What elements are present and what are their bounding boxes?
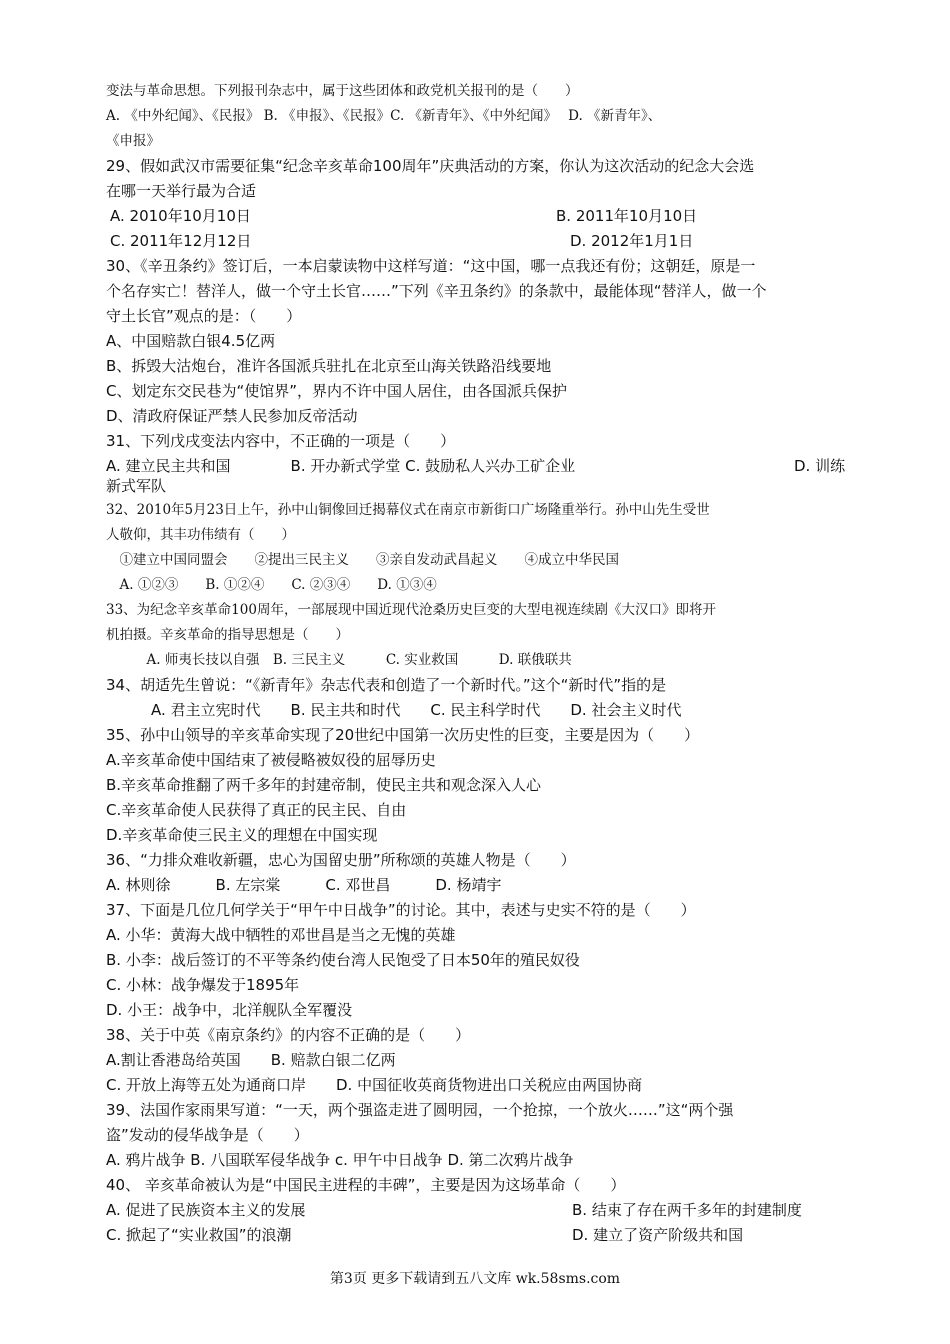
option-c: C. 2011年12月12日 [110, 232, 252, 250]
options-line: A. 师夷长技以自强 B. 三民主义 C. 实业救国 D. 联俄联共 [106, 652, 572, 668]
option-d: D. 2012年1月1日 [570, 232, 694, 250]
question-30: 30、《辛丑条约》签订后，一本启蒙读物中这样写道：“这中国，哪一点我还有份；这朝廷，原是一 [106, 257, 756, 275]
options-line: A. 建立民主共和国 B. 开办新式学堂 C. 鼓励私人兴办工矿企业 [106, 457, 576, 475]
question-39: 39、法国作家雨果写道：“一天，两个强盗走进了圆明园，一个抢掠，一个放火……”这“两个强 [106, 1101, 734, 1119]
option-b: B. 小李：战后签订的不平等条约使台湾人民饱受了日本50年的殖民奴役 [106, 951, 580, 969]
options-line: C. 开放上海等五处为通商口岸 D. 中国征收英商货物进出口关税应由两国协商 [106, 1076, 643, 1094]
question-37: 37、下面是几位几何学关于“甲午中日战争”的讨论。其中，表述与史实不符的是（ ） [106, 901, 696, 919]
option-d: D.辛亥革命使三民主义的理想在中国实现 [106, 826, 378, 844]
text-line: 新式军队 [106, 477, 167, 495]
options-line: A. 林则徐 B. 左宗棠 C. 邓世昌 D. 杨靖宇 [106, 876, 502, 894]
option-d: D. 训练 [794, 457, 846, 475]
text-line: 机拍摄。辛亥革命的指导思想是（ ） [106, 627, 349, 643]
options-line: A.割让香港岛给英国 B. 赔款白银二亿两 [106, 1051, 396, 1069]
option-d: D. 小王：战争中，北洋舰队全军覆没 [106, 1001, 353, 1019]
option-a: A.辛亥革命使中国结束了被侵略被奴役的屈辱历史 [106, 751, 436, 769]
question-40: 40、 辛亥革命被认为是“中国民主进程的丰碑”，主要是因为这场革命（ ） [106, 1176, 626, 1194]
question-33: 33、为纪念辛亥革命100周年，一部展现中国近现代沧桑历史巨变的大型电视连续剧《大汉口》即将开 [106, 602, 716, 618]
text-line: 《申报》 [106, 133, 160, 149]
question-34: 34、胡适先生曾说：“《新青年》杂志代表和创造了一个新时代。”这个“新时代”指的是 [106, 676, 667, 694]
question-29: 29、假如武汉市需要征集“纪念辛亥革命100周年”庆典活动的方案，你认为这次活动的纪念大会选 [106, 157, 755, 175]
text-line: 人敬仰，其丰功伟绩有（ ） [106, 527, 295, 543]
options-line: A. ①②③ B. ①②④ C. ②③④ D. ①③④ [106, 577, 437, 593]
option-c: C、划定东交民巷为“使馆界”，界内不许中国人居住，由各国派兵保护 [106, 382, 568, 400]
options-line: A. 鸦片战争 B. 八国联军侵华战争 c. 甲午中日战争 D. 第二次鸦片战争 [106, 1151, 574, 1169]
question-31: 31、下列戊戌变法内容中，不正确的一项是（ ） [106, 432, 456, 450]
question-35: 35、孙中山领导的辛亥革命实现了20世纪中国第一次历史性的巨变，主要是因为（ ） [106, 726, 700, 744]
page-footer: 第3页 更多下载请到五八文库 wk.58sms.com [329, 1271, 621, 1287]
text-line: A. 《中外纪闻》、《民报》 B. 《申报》、《民报》C. 《新青年》、《中外纪闻》 D. 《新青年》、 [106, 108, 662, 124]
question-38: 38、关于中英《南京条约》的内容不正确的是（ ） [106, 1026, 471, 1044]
text-line: 变法与革命思想。下列报刊杂志中，属于这些团体和政党机关报刊的是（ ） [106, 83, 579, 99]
question-32: 32、2010年5月23日上午，孙中山铜像回迁揭幕仪式在南京市新街口广场隆重举行。孙中山先生受世 [106, 502, 710, 518]
option-a: A. 小华：黄海大战中牺牲的邓世昌是当之无愧的英雄 [106, 926, 456, 944]
option-d: D、清政府保证严禁人民参加反帝活动 [106, 407, 358, 425]
option-b: B. 2011年10月10日 [556, 207, 698, 225]
text-line: 在哪一天举行最为合适 [106, 182, 257, 200]
text-line: 守土长官”观点的是：（ ） [106, 307, 302, 325]
option-d: D. 建立了资产阶级共和国 [572, 1226, 744, 1244]
options-line: A. 君主立宪时代 B. 民主共和时代 C. 民主科学时代 D. 社会主义时代 [106, 701, 682, 719]
option-a: A、中国赔款白银4.5亿两 [106, 332, 276, 350]
option-c: C. 掀起了“实业救国”的浪潮 [106, 1226, 292, 1244]
text-line: 个名存实亡！替洋人，做一个守土长官……”下列《辛丑条约》的条款中，最能体现“替洋人，做一个 [106, 282, 767, 300]
text-line: 盗”发动的侵华战争是（ ） [106, 1126, 309, 1144]
option-c: C.辛亥革命使人民获得了真正的民主民、自由 [106, 801, 407, 819]
option-b: B.辛亥革命推翻了两千多年的封建帝制，使民主共和观念深入人心 [106, 776, 542, 794]
option-c: C. 小林：战争爆发于1895年 [106, 976, 300, 994]
option-a: A. 促进了民族资本主义的发展 [106, 1201, 306, 1219]
option-a: A. 2010年10月10日 [110, 207, 251, 225]
option-b: B、拆毁大沽炮台，准许各国派兵驻扎在北京至山海关铁路沿线要地 [106, 357, 552, 375]
option-b: B. 结束了存在两千多年的封建制度 [572, 1201, 802, 1219]
items-line: ①建立中国同盟会 ②提出三民主义 ③亲自发动武昌起义 ④成立中华民国 [106, 552, 619, 568]
question-36: 36、“力排众难收新疆，忠心为国留史册”所称颂的英雄人物是（ ） [106, 851, 576, 869]
